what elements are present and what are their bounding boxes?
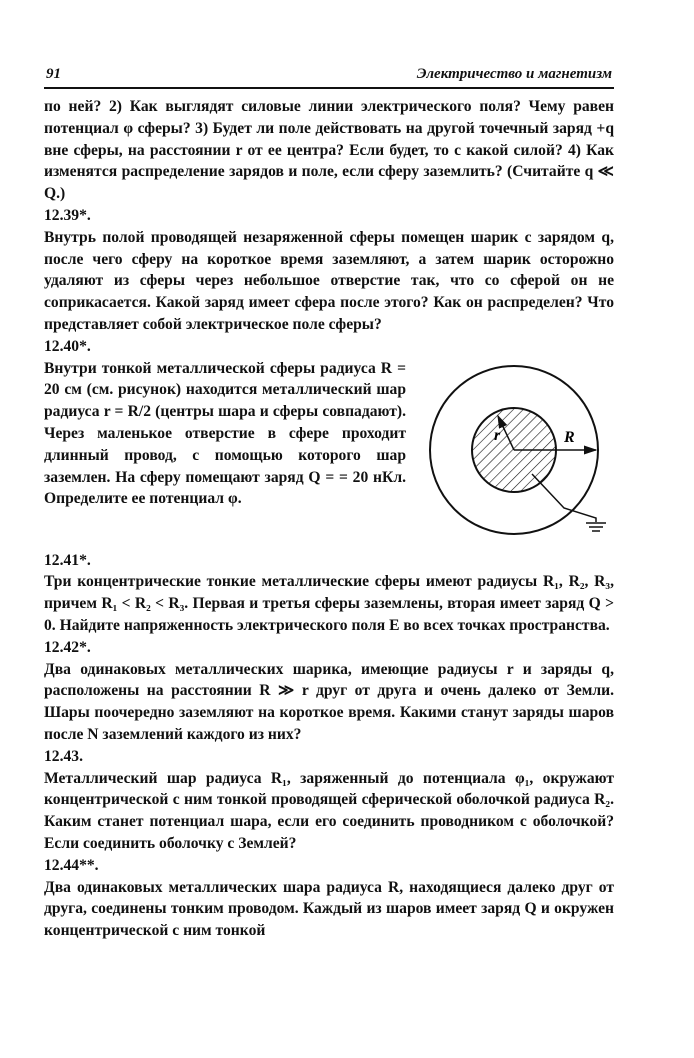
problem-number: 12.44**.: [44, 856, 99, 874]
paragraph-continuation: по ней? 2) Как выглядят силовые линии электрического поля? Чему равен потенциал φ сферы? 3) Будет ли поле действовать на другой точечный заряд +q вне сферы, на расстоянии r от ее центра? Если будет, то с какой силой? 4) Как изменятся распределение зарядов и поле, если сферу заземлить? (Считайте q ≪ Q.): [44, 98, 614, 203]
problem-number: 12.39*.: [44, 206, 91, 224]
problem-number: 12.40*.: [44, 337, 91, 355]
problem-text: Два одинаковых металлических шарика, имеющие радиусы r и заряды q, расположены на расстоянии R ≫ r друг от друга и очень далеко от Земли. Шары поочередно заземляют на короткое время. Какими станут заряды шаров после N заземлений каждого из них?: [44, 660, 614, 743]
label-r: r: [494, 426, 501, 444]
problem-text: Три концентрические тонкие металлические сферы имеют радиусы R₁, R₂, R₃, причем R₁ < R₂ < R₃. Первая и третья сферы заземлены, вторая имеет заряд Q > 0. Найдите напряженность электрического поля E во всех точках пространства.: [44, 573, 614, 634]
book-page: [44, 66, 614, 942]
running-title: Электричество и магнетизм: [416, 66, 612, 82]
problem-text: Внутри тонкой металлической сферы радиуса R = 20 см (см. рисунок) находится металлический шар радиуса r = R/2 (центры шара и сферы совпадают). Через маленькое отверстие в сфере проходит длинный провод, с помощью которого шар заземлен. На сферу помещают заряд Q = = 20 нКл. Определите ее потенциал φ.: [44, 359, 406, 508]
sphere-diagram: [414, 350, 614, 550]
page-content: [44, 96, 614, 942]
problem-text: Внутрь полой проводящей незаряженной сферы помещен шарик с зарядом q, после чего сферу на короткое время заземляют, а затем шарик осторожно удаляют из сферы через небольшое отверстие так, что со сферой он не соприкасается. Какой заряд имеет сфера после этого? Как он распределен? Что представляет собой электрическое поле сферы?: [44, 228, 614, 333]
problem-text: Металлический шар радиуса R₁, заряженный до потенциала φ₁, окружают концентрической с ним тонкой проводящей сферической оболочкой радиуса R₂. Каким станет потенциал шара, если его соединить проводником с оболочкой? Если соединить оболочку с Землей?: [44, 769, 614, 852]
problem-with-figure: [44, 358, 614, 550]
problem-number: 12.43.: [44, 747, 83, 765]
problem-number: 12.41*.: [44, 551, 91, 569]
running-header: [44, 66, 614, 89]
page-number: 91: [46, 66, 61, 82]
label-R: R: [564, 428, 575, 446]
sphere-figure: [414, 350, 614, 550]
problem-text: Два одинаковых металлических шара радиуса R, находящиеся далеко друг от друга, соединены тонким проводом. Каждый из шаров имеет заряд Q и окружен концентрической с ним тонкой: [44, 878, 614, 940]
problem-number: 12.42*.: [44, 638, 91, 656]
